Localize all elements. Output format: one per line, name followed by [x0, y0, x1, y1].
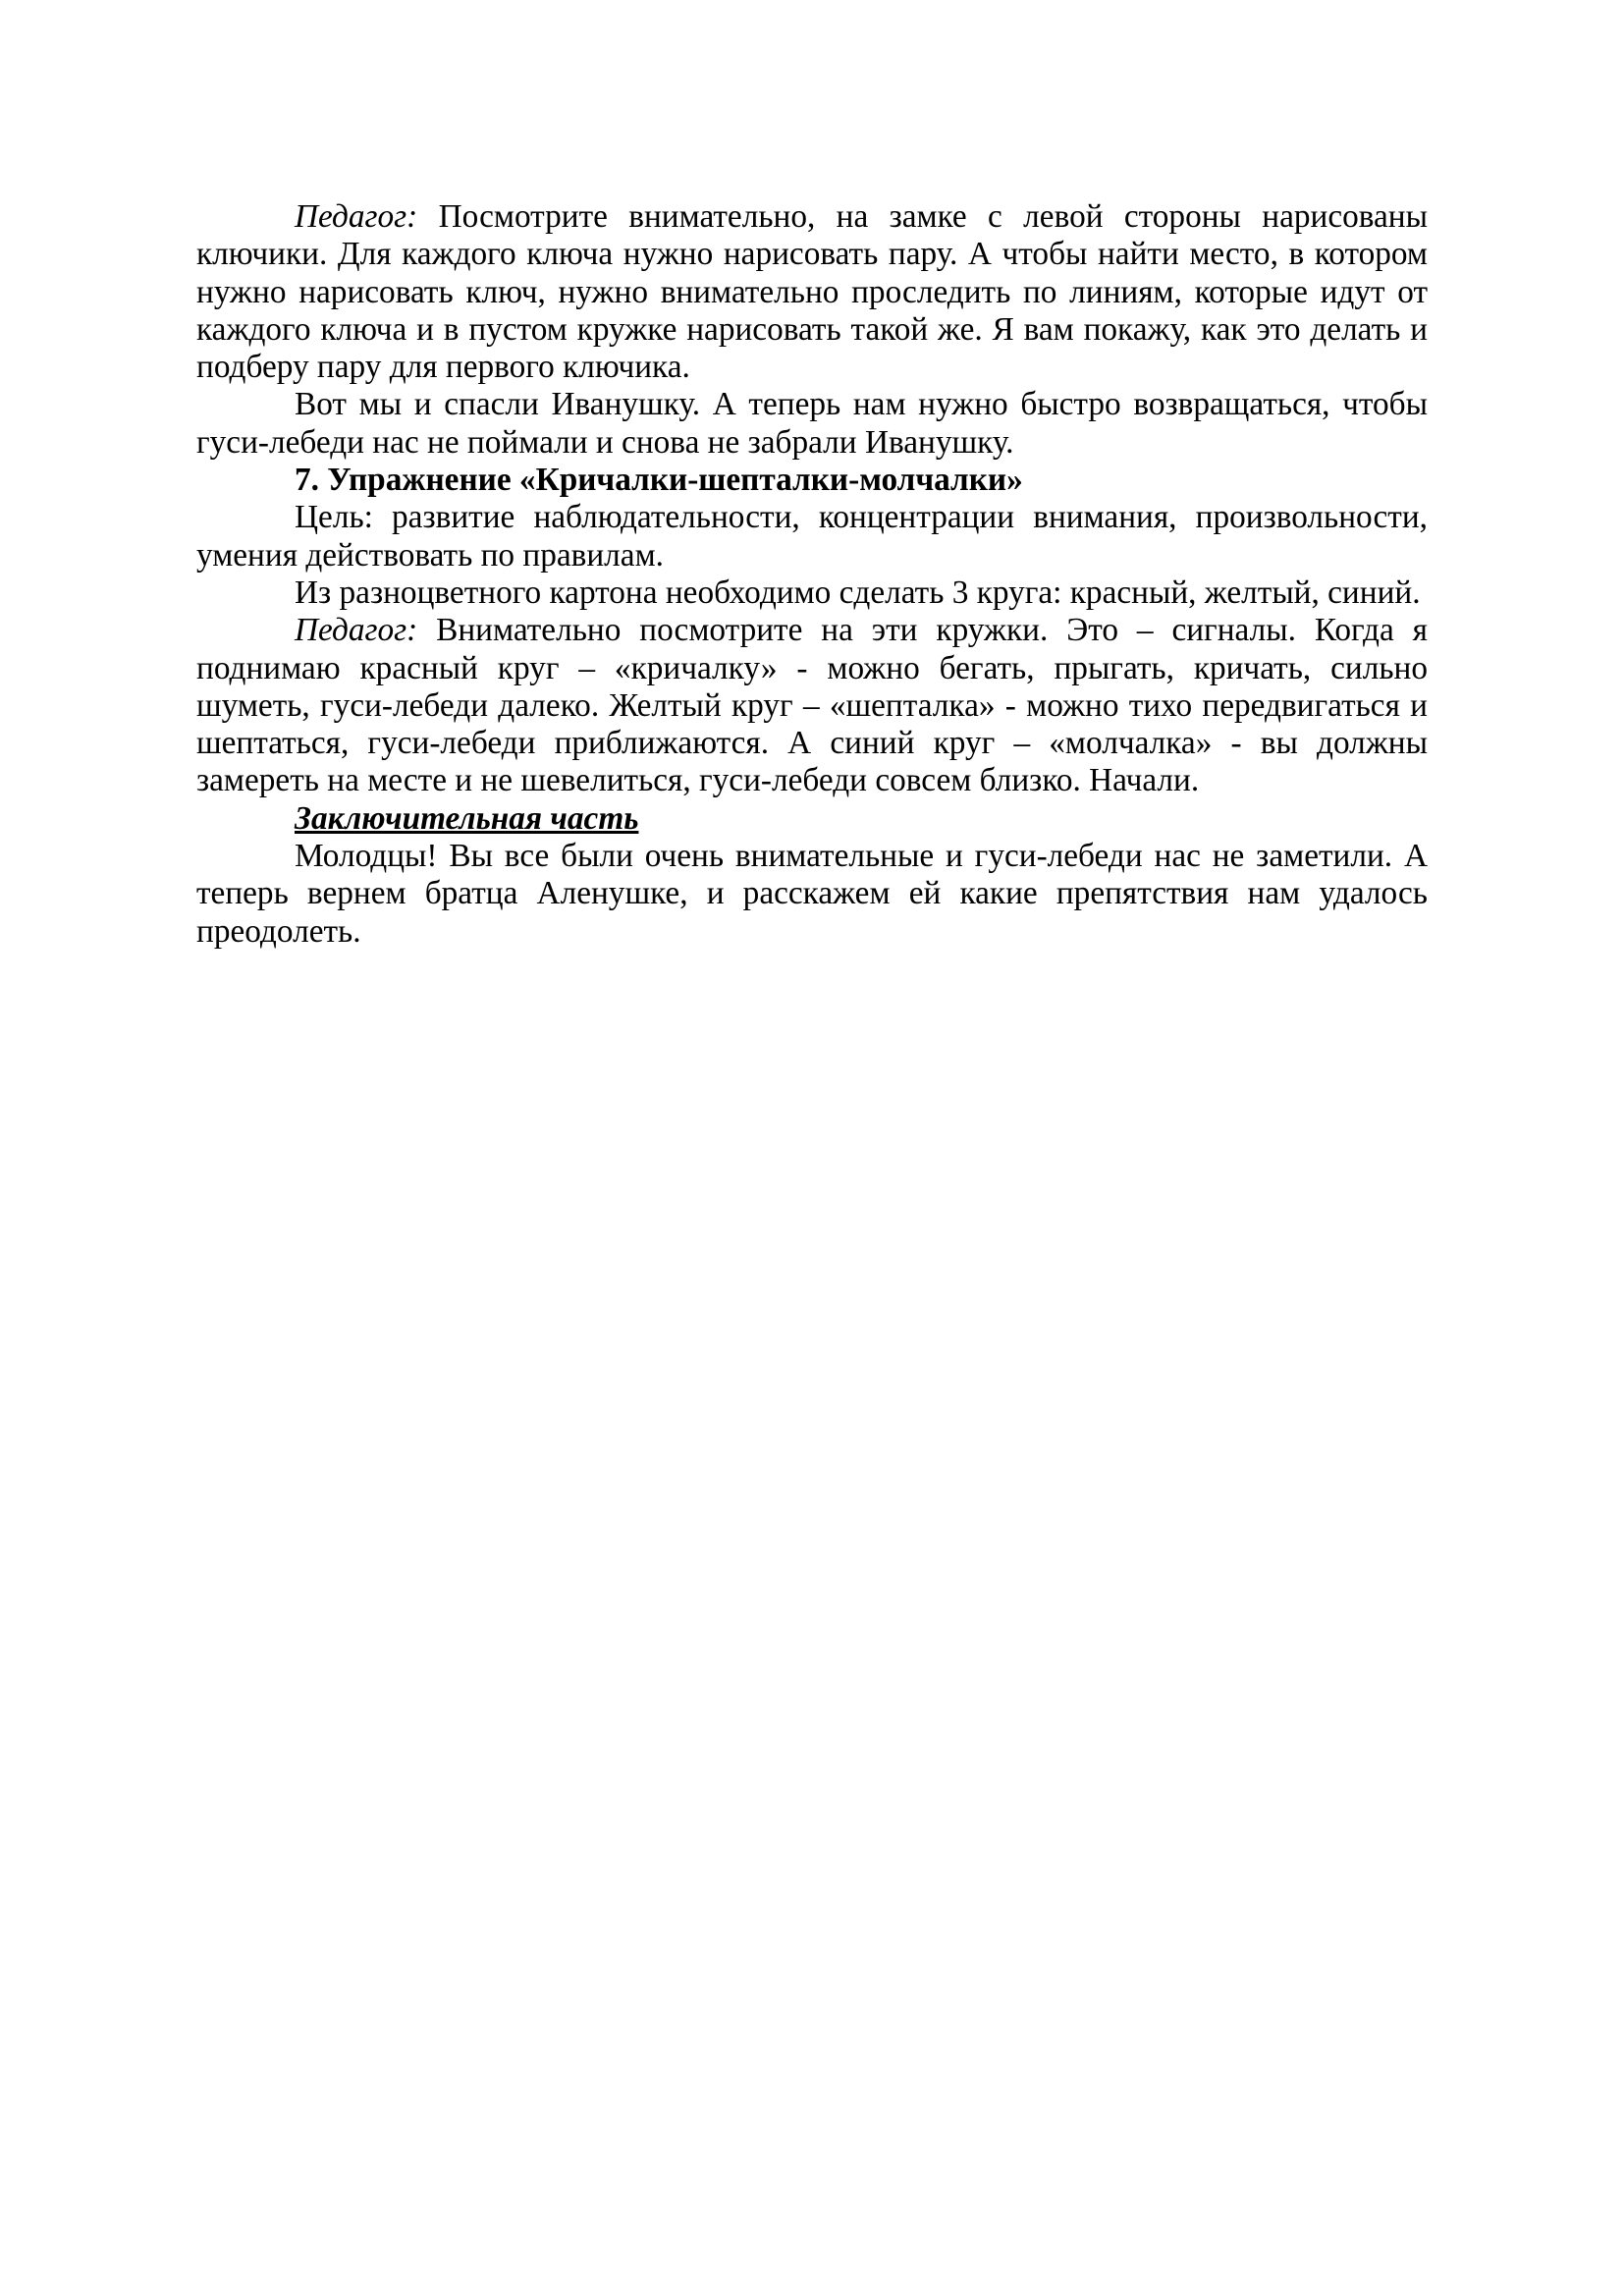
text-run: Из разноцветного картона необходимо сделать 3 круга: красный, желтый, синий. — [295, 574, 1421, 611]
paragraph-pedagog-signals — [196, 612, 1428, 799]
text-run: Цель: развитие наблюдательности, концентрации внимания, произвольности, умения действовать по правилам. — [196, 499, 1428, 574]
heading-final-part — [196, 800, 1428, 838]
heading-exercise-7 — [196, 462, 1428, 499]
text-run: Педагог: — [295, 198, 418, 235]
paragraph-pedagog-keys — [196, 198, 1428, 386]
text-run: Внимательно посмотрите на эти кружки. Это – сигналы. Когда я поднимаю красный круг – «кричалку» - можно бегать, прыгать, кричать, сильно шуметь, гуси-лебеди далеко. Желтый круг – «шепталка» - можно тихо передвигаться и шептаться, гуси-лебеди приближаются. А синий круг – «молчалка» - вы должны замереть на месте и не шевелиться, гуси-лебеди совсем близко. Начали. — [196, 612, 1428, 799]
text-run: Молодцы! Вы все были очень внимательные и гуси-лебеди нас не заметили. А теперь вернем братца Аленушке, и расскажем ей какие препятствия нам удалось преодолеть. — [196, 838, 1428, 950]
paragraph-conclusion — [196, 838, 1428, 951]
document-body — [196, 198, 1428, 951]
paragraph-cardboard-circles — [196, 574, 1428, 612]
text-run: Заключительная часть — [295, 799, 639, 837]
text-run: Вот мы и спасли Иванушку. А теперь нам нужно быстро возвращаться, чтобы гуси-лебеди нас не поймали и снова не забрали Иванушку. — [196, 386, 1428, 461]
paragraph-ivanushka-saved — [196, 386, 1428, 462]
text-run: Педагог: — [295, 612, 418, 649]
paragraph-goal — [196, 499, 1428, 574]
text-run: Посмотрите внимательно, на замке с левой стороны нарисованы ключики. Для каждого ключа нужно нарисовать пару. А чтобы найти место, в котором нужно нарисовать ключ, нужно внимательно проследить по линиям, которые идут от каждого ключа и в пустом кружке нарисовать такой же. Я вам покажу, как это делать и подберу пару для первого ключика. — [196, 198, 1428, 386]
text-run: 7. Упражнение «Кричалки-шепталки-молчалки» — [295, 462, 1023, 499]
